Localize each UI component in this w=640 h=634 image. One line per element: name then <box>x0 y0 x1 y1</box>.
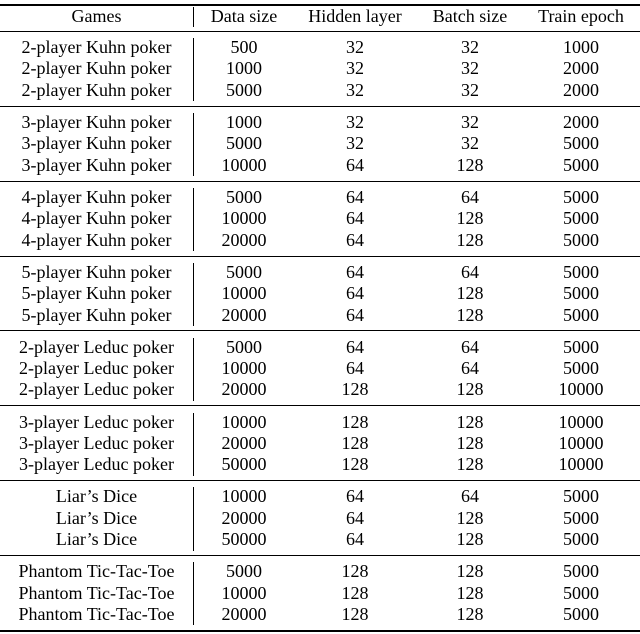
group-column-divider <box>193 188 194 251</box>
cell-train-epoch: 5000 <box>563 529 599 550</box>
cell-data-size: 20000 <box>221 229 267 250</box>
cell-hidden-layer: 64 <box>346 208 364 229</box>
cell-batch-size: 64 <box>461 336 479 357</box>
cell-data-size: 10000 <box>221 582 267 603</box>
group-separator-rule <box>0 106 640 107</box>
cell-game: 5-player Kuhn poker <box>21 261 172 282</box>
cell-batch-size: 128 <box>456 561 484 582</box>
cell-game: Liar’s Dice <box>55 486 138 507</box>
cell-hidden-layer: 128 <box>341 379 369 400</box>
cell-game: 2-player Kuhn poker <box>21 79 172 100</box>
cell-data-size: 50000 <box>221 529 267 550</box>
cell-batch-size: 32 <box>461 111 479 132</box>
cell-data-size: 10000 <box>221 486 267 507</box>
cell-train-epoch: 5000 <box>563 336 599 357</box>
cell-data-size: 20000 <box>221 432 267 453</box>
cell-train-epoch: 5000 <box>563 582 599 603</box>
cell-batch-size: 64 <box>461 261 479 282</box>
cell-game: Liar’s Dice <box>55 529 138 550</box>
group-separator-rule <box>0 181 640 182</box>
cell-game: 4-player Kuhn poker <box>21 208 172 229</box>
cell-hidden-layer: 128 <box>341 561 369 582</box>
cell-data-size: 20000 <box>221 604 267 625</box>
cell-hidden-layer: 32 <box>346 133 364 154</box>
cell-hidden-layer: 64 <box>346 154 364 175</box>
cell-batch-size: 64 <box>461 358 479 378</box>
cell-data-size: 20000 <box>221 379 267 400</box>
cell-batch-size: 128 <box>456 604 484 625</box>
cell-train-epoch: 2000 <box>563 58 599 79</box>
cell-game: 3-player Leduc poker <box>19 411 174 432</box>
cell-train-epoch: 5000 <box>563 561 599 582</box>
cell-game: 5-player Kuhn poker <box>21 283 172 304</box>
group-separator-rule <box>0 256 640 257</box>
cell-data-size: 1000 <box>226 111 262 132</box>
cell-batch-size: 128 <box>456 154 484 175</box>
cell-train-epoch: 5000 <box>563 358 599 378</box>
cell-hidden-layer: 64 <box>346 358 364 378</box>
cell-hidden-layer: 32 <box>346 79 364 100</box>
cell-train-epoch: 5000 <box>563 604 599 625</box>
cell-hidden-layer: 32 <box>346 111 364 132</box>
cell-data-size: 10000 <box>221 411 267 432</box>
group-column-divider <box>193 38 194 101</box>
cell-game: Phantom Tic-Tac-Toe <box>18 561 175 582</box>
header-data-size: Data size <box>210 6 278 26</box>
cell-train-epoch: 10000 <box>558 379 604 400</box>
cell-data-size: 1000 <box>226 58 262 79</box>
cell-hidden-layer: 32 <box>346 37 364 57</box>
header-games: Games <box>71 6 122 26</box>
cell-game: 2-player Leduc poker <box>19 358 174 378</box>
cell-hidden-layer: 64 <box>346 304 364 325</box>
cell-batch-size: 128 <box>456 529 484 550</box>
cell-hidden-layer: 64 <box>346 507 364 528</box>
cell-game: 3-player Kuhn poker <box>21 133 172 154</box>
cell-train-epoch: 5000 <box>563 208 599 229</box>
cell-hidden-layer: 64 <box>346 261 364 282</box>
header-batch-size: Batch size <box>432 6 508 26</box>
cell-data-size: 10000 <box>221 358 267 378</box>
cell-data-size: 20000 <box>221 304 267 325</box>
cell-game: Liar’s Dice <box>55 507 138 528</box>
header-train-epoch: Train epoch <box>538 6 624 26</box>
cell-data-size: 10000 <box>221 283 267 304</box>
cell-data-size: 5000 <box>226 561 262 582</box>
cell-batch-size: 64 <box>461 486 479 507</box>
cell-data-size: 10000 <box>221 154 267 175</box>
group-separator-rule <box>0 480 640 481</box>
cell-game: 3-player Leduc poker <box>19 454 174 475</box>
cell-game: 3-player Leduc poker <box>19 432 174 453</box>
cell-data-size: 5000 <box>226 79 262 100</box>
cell-train-epoch: 5000 <box>563 154 599 175</box>
cell-batch-size: 128 <box>456 454 484 475</box>
header-column-divider <box>193 7 194 27</box>
cell-batch-size: 128 <box>456 304 484 325</box>
cell-game: 4-player Kuhn poker <box>21 229 172 250</box>
group-column-divider <box>193 263 194 326</box>
cell-train-epoch: 5000 <box>563 283 599 304</box>
cell-game: 2-player Leduc poker <box>19 336 174 357</box>
cell-train-epoch: 5000 <box>563 486 599 507</box>
cell-hidden-layer: 128 <box>341 411 369 432</box>
cell-game: 3-player Kuhn poker <box>21 154 172 175</box>
cell-batch-size: 64 <box>461 186 479 207</box>
group-column-divider <box>193 338 194 401</box>
cell-data-size: 5000 <box>226 336 262 357</box>
group-column-divider <box>193 113 194 176</box>
header-rule <box>0 31 640 32</box>
cell-train-epoch: 2000 <box>563 111 599 132</box>
cell-hidden-layer: 128 <box>341 582 369 603</box>
cell-data-size: 5000 <box>226 186 262 207</box>
cell-train-epoch: 10000 <box>558 411 604 432</box>
group-column-divider <box>193 562 194 625</box>
cell-game: 3-player Kuhn poker <box>21 111 172 132</box>
cell-batch-size: 128 <box>456 283 484 304</box>
group-separator-rule <box>0 555 640 556</box>
cell-train-epoch: 5000 <box>563 261 599 282</box>
cell-data-size: 500 <box>230 37 258 57</box>
cell-data-size: 5000 <box>226 133 262 154</box>
cell-batch-size: 32 <box>461 37 479 57</box>
cell-batch-size: 32 <box>461 58 479 79</box>
group-column-divider <box>193 487 194 550</box>
group-separator-rule <box>0 405 640 406</box>
cell-hidden-layer: 128 <box>341 454 369 475</box>
cell-batch-size: 128 <box>456 411 484 432</box>
cell-game: Phantom Tic-Tac-Toe <box>18 582 175 603</box>
cell-train-epoch: 5000 <box>563 229 599 250</box>
cell-data-size: 10000 <box>221 208 267 229</box>
group-column-divider <box>193 413 194 476</box>
cell-hidden-layer: 64 <box>346 229 364 250</box>
cell-game: 2-player Leduc poker <box>19 379 174 400</box>
cell-train-epoch: 5000 <box>563 133 599 154</box>
cell-batch-size: 32 <box>461 133 479 154</box>
cell-data-size: 20000 <box>221 507 267 528</box>
cell-game: Phantom Tic-Tac-Toe <box>18 604 175 625</box>
cell-data-size: 50000 <box>221 454 267 475</box>
cell-data-size: 5000 <box>226 261 262 282</box>
cell-batch-size: 32 <box>461 79 479 100</box>
cell-batch-size: 128 <box>456 507 484 528</box>
cell-train-epoch: 5000 <box>563 304 599 325</box>
cell-game: 4-player Kuhn poker <box>21 186 172 207</box>
cell-batch-size: 128 <box>456 379 484 400</box>
cell-train-epoch: 1000 <box>563 37 599 57</box>
table-bottom-rule <box>0 630 640 632</box>
header-hidden-layer: Hidden layer <box>308 6 402 26</box>
cell-train-epoch: 5000 <box>563 186 599 207</box>
cell-hidden-layer: 32 <box>346 58 364 79</box>
cell-hidden-layer: 64 <box>346 186 364 207</box>
cell-hidden-layer: 64 <box>346 283 364 304</box>
cell-batch-size: 128 <box>456 229 484 250</box>
cell-train-epoch: 10000 <box>558 432 604 453</box>
cell-train-epoch: 10000 <box>558 454 604 475</box>
cell-train-epoch: 2000 <box>563 79 599 100</box>
cell-hidden-layer: 64 <box>346 529 364 550</box>
cell-hidden-layer: 64 <box>346 336 364 357</box>
cell-game: 5-player Kuhn poker <box>21 304 172 325</box>
cell-batch-size: 128 <box>456 582 484 603</box>
group-separator-rule <box>0 330 640 331</box>
cell-hidden-layer: 128 <box>341 432 369 453</box>
cell-hidden-layer: 64 <box>346 486 364 507</box>
cell-hidden-layer: 128 <box>341 604 369 625</box>
cell-batch-size: 128 <box>456 432 484 453</box>
cell-game: 2-player Kuhn poker <box>21 37 172 57</box>
cell-train-epoch: 5000 <box>563 507 599 528</box>
cell-batch-size: 128 <box>456 208 484 229</box>
cell-game: 2-player Kuhn poker <box>21 58 172 79</box>
